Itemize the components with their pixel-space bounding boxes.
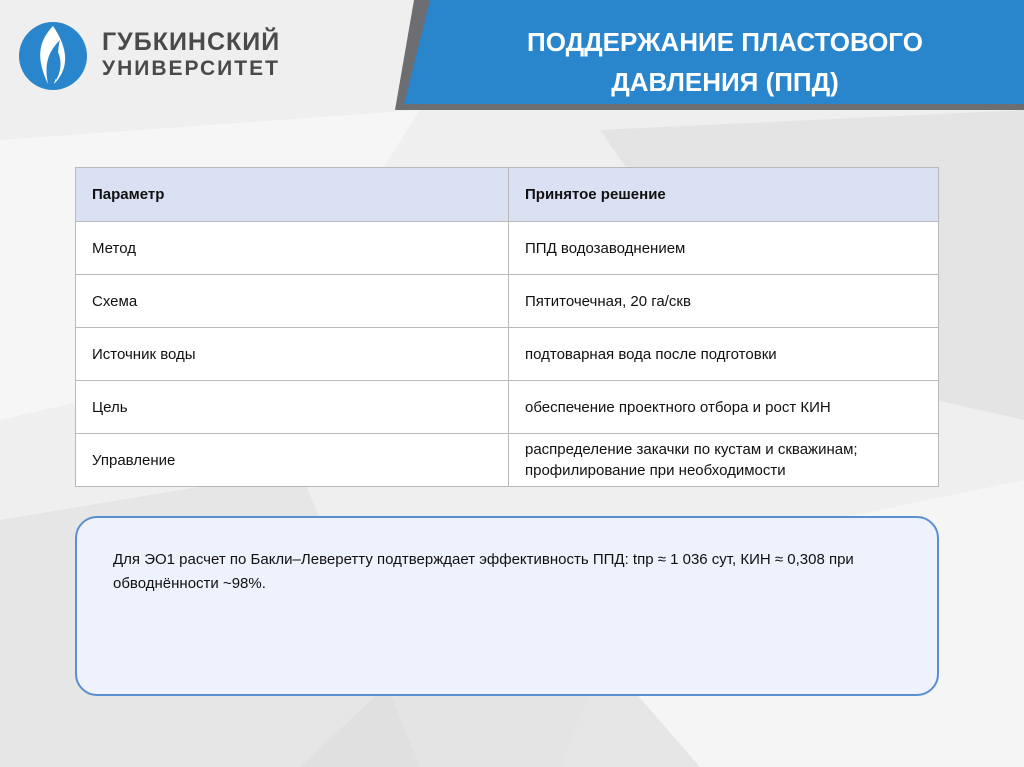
decision-cell: Пятиточечная, 20 га/скв [509, 275, 939, 328]
column-header-parameter: Параметр [76, 168, 509, 222]
conclusion-note-box [75, 516, 939, 696]
university-logo [18, 16, 281, 96]
logo-line-1: ГУБКИНСКИЙ [102, 28, 281, 56]
conclusion-note-text: Для ЭО1 расчет по Бакли–Леверетту подтверждает эффективность ППД: tпр ≈ 1 036 сут, КИН ≈ 0,308 при обводнённости ~98%. [113, 551, 854, 592]
logo-line-2: УНИВЕРСИТЕТ [102, 57, 280, 80]
decision-cell: обеспечение проектного отбора и рост КИН [509, 381, 939, 434]
parameter-cell: Источник воды [76, 328, 509, 381]
table-row [76, 275, 939, 328]
table-row [76, 328, 939, 381]
parameter-cell: Цель [76, 381, 509, 434]
table-row [76, 434, 939, 487]
table-row [76, 381, 939, 434]
column-header-decision: Принятое решение [509, 168, 939, 222]
flame-emblem-icon [18, 18, 88, 94]
parameter-cell: Метод [76, 222, 509, 275]
parameter-cell: Схема [76, 275, 509, 328]
slide-title [455, 22, 995, 102]
table-row [76, 222, 939, 275]
decision-cell: распределение закачки по кустам и скважинам; профилирование при необходимости [509, 434, 939, 487]
title-line-1: ПОДДЕРЖАНИЕ ПЛАСТОВОГО [527, 27, 923, 57]
parameter-cell: Управление [76, 434, 509, 487]
decision-cell: подтоварная вода после подготовки [509, 328, 939, 381]
title-line-2: ДАВЛЕНИЯ (ППД) [611, 67, 839, 97]
parameters-table [75, 167, 939, 487]
table-header-row [76, 168, 939, 222]
decision-cell: ППД водозаводнением [509, 222, 939, 275]
